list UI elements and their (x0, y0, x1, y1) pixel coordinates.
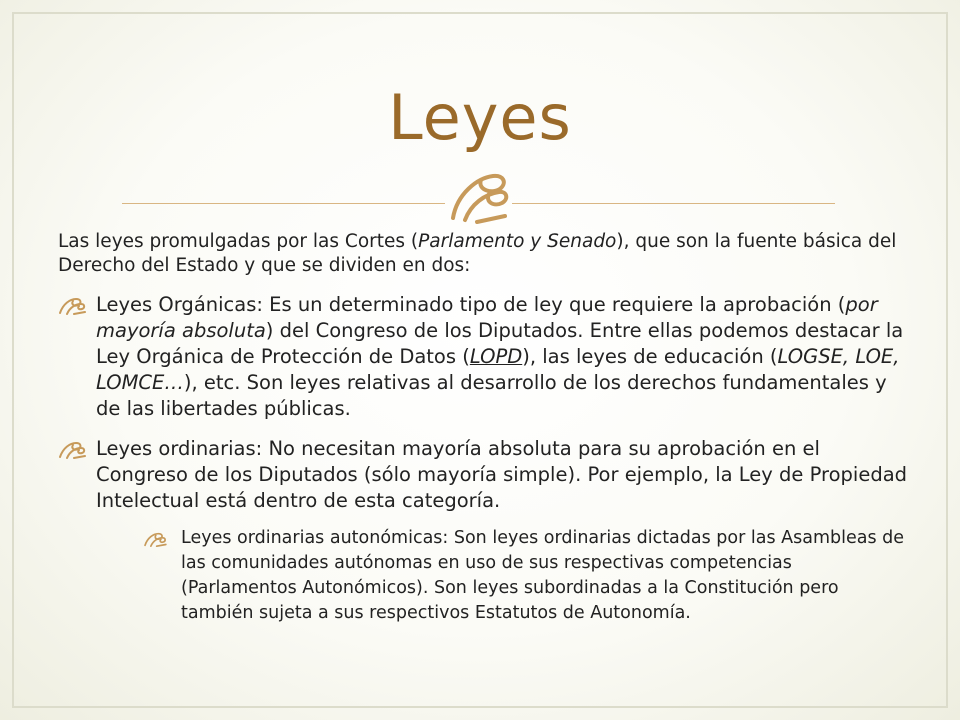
subbullet-leyes-autonomicas: Leyes ordinarias autonómicas: Son leyes ordinarias dictadas por las Asambleas de las comunidades autónomas en uso de sus respectivas competencias (Parlamentos Autonómicos). Son leyes subordinadas a la Constitución pero también sujeta a sus respectivos Estatutos de Autonomía. (143, 526, 910, 626)
intro-paragraph: Las leyes promulgadas por las Cortes (Parlamento y Senado), que son la fuente básica del Derecho del Estado y que se dividen en dos: (58, 231, 897, 276)
curl-ornament-icon (447, 168, 511, 224)
term-leyes-organicas: Leyes Orgánicas (96, 293, 257, 316)
title-rule-left (122, 203, 445, 204)
intro-highlight: leyes promulgadas por las Cortes (95, 231, 406, 252)
bullet-leyes-organicas: Leyes Orgánicas: Es un determinado tipo de ley que requiere la aprobación (por mayoría absoluta) del Congreso de los Diputados. Entre ellas podemos destacar la Ley Orgánica de Protección de Datos (LOPD), las leyes de educación (LOGSE, LOE, LOMCE…), etc. Son leyes relativas al desarrollo de los derechos fundamentales y de las libertades públicas. (58, 292, 910, 422)
curl-bullet-icon (58, 297, 86, 315)
curl-bullet-icon (143, 532, 167, 547)
slide-content (58, 230, 910, 626)
term-leyes-autonomicas: Leyes ordinarias autonómicas (181, 528, 443, 548)
lopd-link[interactable]: LOPD (469, 345, 523, 368)
slide-title: Leyes (388, 81, 572, 154)
term-leyes-ordinarias: Leyes ordinarias (96, 437, 256, 460)
curl-bullet-icon (58, 441, 86, 459)
bullet-leyes-ordinarias: Leyes ordinarias: No necesitan mayoría absoluta para su aprobación en el Congreso de los Diputados (sólo mayoría simple). Por ejemplo, la Ley de Propiedad Intelectual está dentro de esta categoría. (58, 436, 910, 514)
title-rule-right (512, 203, 835, 204)
